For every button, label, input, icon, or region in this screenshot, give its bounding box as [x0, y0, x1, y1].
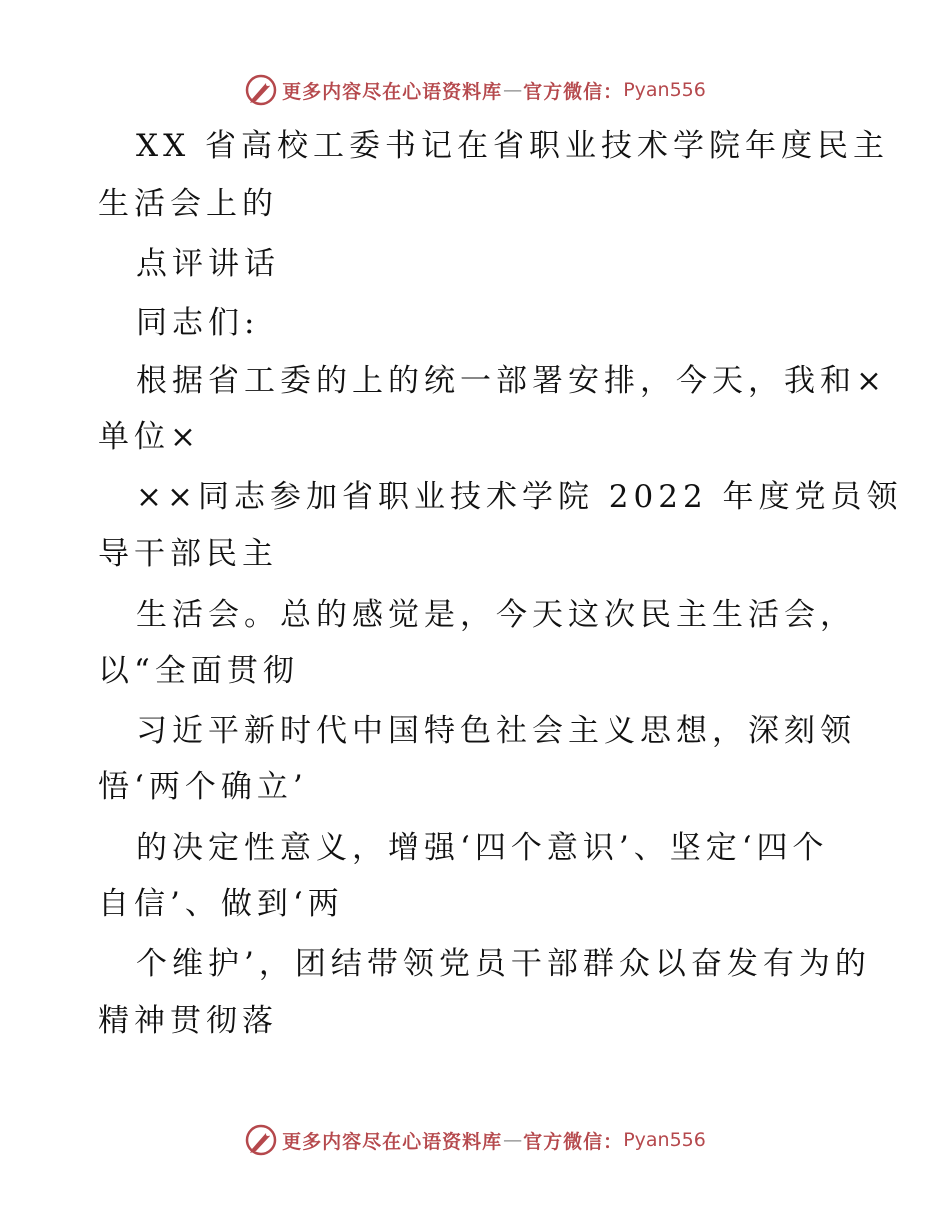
watermark-account-label: 官方微信：	[523, 1130, 624, 1153]
footer-watermark	[0, 1120, 950, 1160]
doc-line: 自信’、做到‘两	[98, 886, 344, 922]
watermark-brand-text: 更多内容尽在心语资料库	[282, 1130, 503, 1153]
doc-line: 根据省工委的上的统一部署安排，今天，我和×	[136, 363, 887, 399]
doc-line: 单位×	[98, 419, 201, 455]
pen-logo-icon	[244, 73, 278, 107]
watermark-separator: —	[503, 1129, 523, 1151]
header-watermark	[0, 70, 950, 110]
doc-line: 习近平新时代中国特色社会主义思想，深刻领	[136, 713, 856, 749]
doc-line: XX 省高校工委书记在省职业技术学院年度民主	[136, 128, 889, 164]
doc-line: 生活会上的	[98, 186, 278, 222]
doc-line: 以“全面贯彻	[98, 653, 299, 689]
doc-line: 悟‘两个确立’	[98, 769, 308, 805]
doc-line: ××同志参加省职业技术学院 2022 年度党员领	[136, 479, 903, 515]
doc-line: 精神贯彻落	[98, 1003, 278, 1039]
watermark-brand-text: 更多内容尽在心语资料库	[282, 80, 503, 103]
doc-line: 的决定性意义，增强‘四个意识’、坚定‘四个	[136, 830, 829, 866]
watermark-account-id: Pyan556	[623, 79, 706, 101]
doc-line: 点评讲话	[136, 246, 280, 282]
pen-logo-icon	[244, 1123, 278, 1157]
doc-line: 个维护’，团结带领党员干部群众以奋发有为的	[136, 946, 871, 982]
watermark-separator: —	[503, 79, 523, 101]
doc-line: 同志们:	[136, 305, 260, 341]
watermark-account-id: Pyan556	[623, 1129, 706, 1151]
doc-line: 导干部民主	[98, 536, 278, 572]
doc-line: 生活会。总的感觉是，今天这次民主生活会，	[136, 597, 856, 633]
watermark-account-label: 官方微信：	[523, 80, 624, 103]
